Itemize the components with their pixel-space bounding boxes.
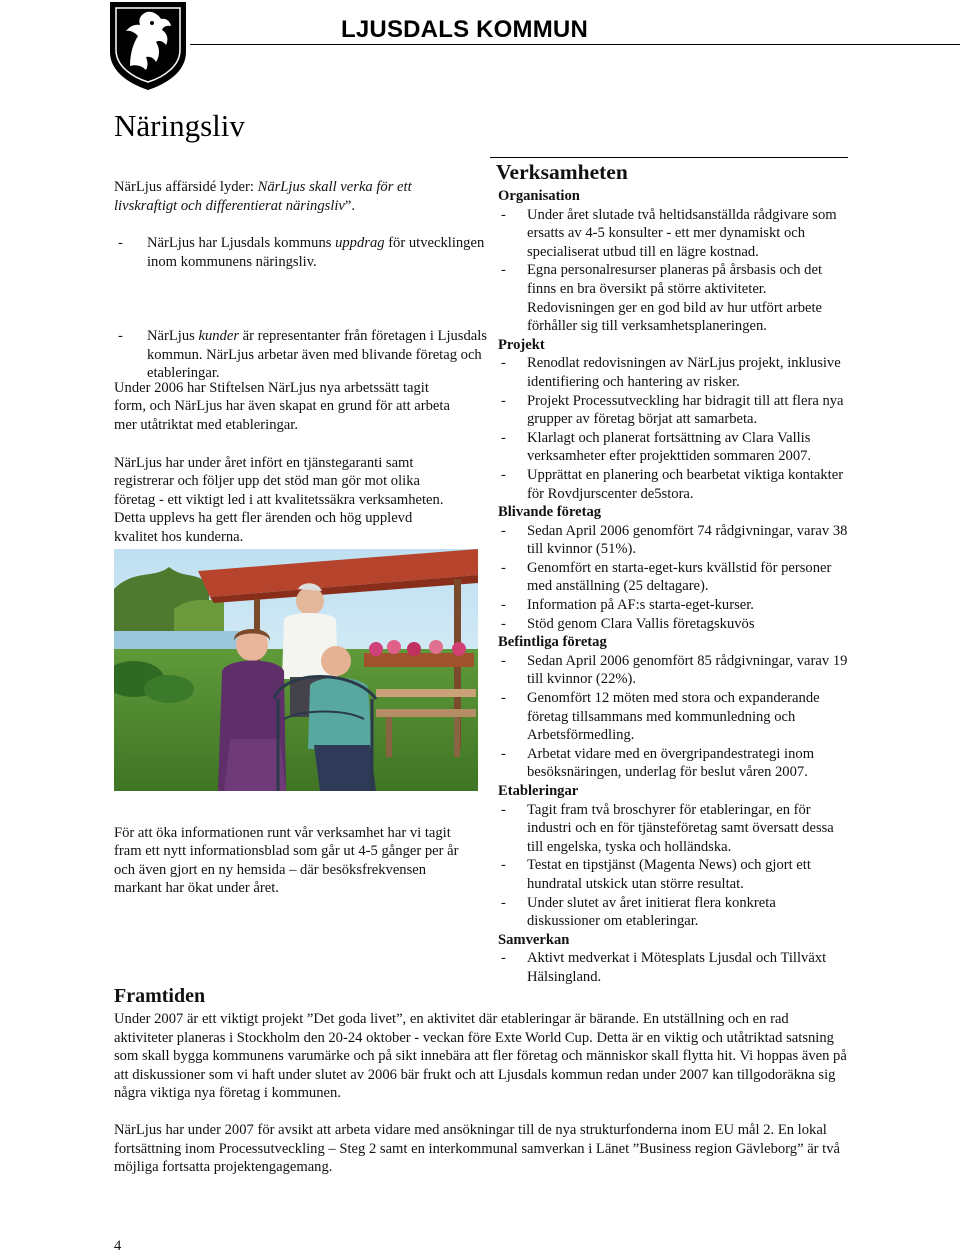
- intro-paragraph: NärLjus affärsidé lyder: NärLjus skall verka för ett livskraftigt och differentierat näringsliv”.: [114, 179, 412, 214]
- business-idea-quote: NärLjus skall verka för ett livskraftigt och differentierat näringsliv: [114, 179, 412, 214]
- list-item: - Stöd genom Clara Vallis företagskuvös: [501, 615, 755, 632]
- list-item: - Klarlagt och planerat fortsättning av Clara Vallis verksamheter efter projekttiden sommaren 2007.: [501, 429, 812, 465]
- section-heading-projekt: Projekt: [498, 336, 545, 353]
- section-heading-organisation: Organisation: [498, 188, 580, 204]
- paragraph-2006: Under 2006 har Stiftelsen NärLjus nya arbetssätt tagit form, och NärLjus har även skapat en grund för att arbeta mer utåtriktat med etableringar.: [114, 379, 450, 433]
- list-item: - Genomfört en starta-eget-kurs kvällstid för personer med anställning (25 deltagare).: [501, 559, 832, 595]
- verksamheten-heading: Verksamheten: [496, 160, 628, 184]
- section-heading-befintliga-foretag: Befintliga företag: [498, 634, 607, 651]
- framtiden-paragraph-1: Under 2007 är ett viktigt projekt ”Det goda livet”, en aktivitet där etableringar är bärande. En utställning och en rad aktiviteter planeras i Stockholm den 20-24 oktober - veckan före Exte World Cup. Detta är en viktig och utåtriktad satsning som skall bygga kommunens varumärke och på sikt innebära att fler företag och människor skall flytta hit. Vi hoppas även på att diskussioner som vi haft under slutet av 2006 bär frukt och att Ljusdals kommun redan under 2007 kan tillgodoräkna sig några viktiga nya företag i kommunen.: [114, 1011, 847, 1102]
- list-item: - Information på AF:s starta-eget-kurser.: [501, 597, 754, 614]
- section-heading-etableringar: Etableringar: [498, 783, 579, 799]
- page-number: 4: [114, 1238, 122, 1254]
- list-item: - Renodlat redovisningen av NärLjus projekt, inklusive identifiering och hantering av risker.: [501, 355, 841, 390]
- section-heading-samverkan: Samverkan: [498, 931, 570, 948]
- header-rule: [190, 44, 960, 45]
- list-item: - Arbetat vidare med en övergripandestrategi inom besöksnäringen, underlag för beslut våren 2007.: [501, 745, 815, 781]
- list-item-kunder: - NärLjus kunder är representanter från företagen i Ljusdals kommun. NärLjus arbetar även med blivande företag och etableringar.: [118, 328, 487, 382]
- list-item: - Upprättat en planering och bearbetat viktiga kontakter för Rovdjurscenter de5stora.: [501, 466, 844, 502]
- list-item: - Under året slutade två heltidsanställda rådgivare som ersatts av 4-5 konsulter - ett mer dynamiskt och specialiserat utbud till en lägre kostnad.: [501, 206, 837, 260]
- list-item: - Projekt Processutveckling har bidragit till att flera nya grupper av företag börjat att samarbeta.: [501, 392, 844, 428]
- list-item: - Under slutet av året initierat flera konkreta diskussioner om etableringar.: [501, 894, 776, 930]
- coat-of-arms-icon: [108, 0, 188, 92]
- organization-name: LJUSDALS KOMMUN: [341, 16, 588, 43]
- list-item-uppdrag: - NärLjus har Ljusdals kommuns uppdrag för utvecklingen inom kommunens näringsliv.: [118, 235, 485, 270]
- framtiden-heading: Framtiden: [114, 985, 206, 1007]
- section-heading-blivande-foretag: Blivande företag: [498, 504, 602, 521]
- list-item: - Genomfört 12 möten med stora och expanderande företag tillsammans med kommunledning och Arbetsförmedling.: [501, 690, 820, 744]
- verksamheten-sections: [498, 187, 848, 987]
- list-item: - Testat en tipstjänst (Magenta News) och gjort ett hundratal utskick utan större resultat.: [501, 857, 811, 892]
- page-title: Näringsliv: [114, 108, 245, 143]
- list-item: - Sedan April 2006 genomfört 85 rådgivningar, varav 19 till kvinnor (22%).: [501, 652, 848, 688]
- section-rule: [490, 157, 848, 158]
- photo-three-people-garden: [114, 549, 478, 791]
- list-item: - Sedan April 2006 genomfört 74 rådgivningar, varav 38 till kvinnor (51%).: [501, 522, 848, 558]
- paragraph-information: För att öka informationen runt vår verksamhet har vi tagit fram ett nytt informationsblad som går ut 4-5 gånger per år och även gjort en ny hemsida – där besöksfrekvensen markant har ökat under året.: [114, 824, 459, 897]
- list-item: - Egna personalresurser planeras på årsbasis och det finns en bra översikt på större aktiviteter. Redovisningen ger en god bild av hur utfört arbete förhåller sig till verksamhetsplaneringen.: [501, 262, 823, 335]
- list-item: - Tagit fram två broschyrer för etableringar, en för industri och en för tjänsteföretag samt översatt dessa till engelska, tyska och holländska.: [501, 801, 834, 855]
- framtiden-paragraph-2: NärLjus har under 2007 för avsikt att arbeta vidare med ansökningar till de nya strukturfonderna inom EU mål 2. En lokal fortsättning inom Processutveckling – Steg 2 samt en interkommunal samverkan i Länet ”Business region Gävleborg” är två möjliga fortsatta projektengagemang.: [114, 1122, 841, 1176]
- list-item: - Aktivt medverkat i Mötesplats Ljusdal och Tillväxt Hälsingland.: [501, 950, 827, 985]
- paragraph-service-guarantee: NärLjus har under året infört en tjänstegaranti samt registrerar och följer upp det stöd man gör mot olika företag - ett viktigt led i att kvalitetssäkra verksamheten. Detta upplevs ha gett fler ärenden och hög upplevd kvalitet hos kunderna.: [114, 454, 444, 545]
